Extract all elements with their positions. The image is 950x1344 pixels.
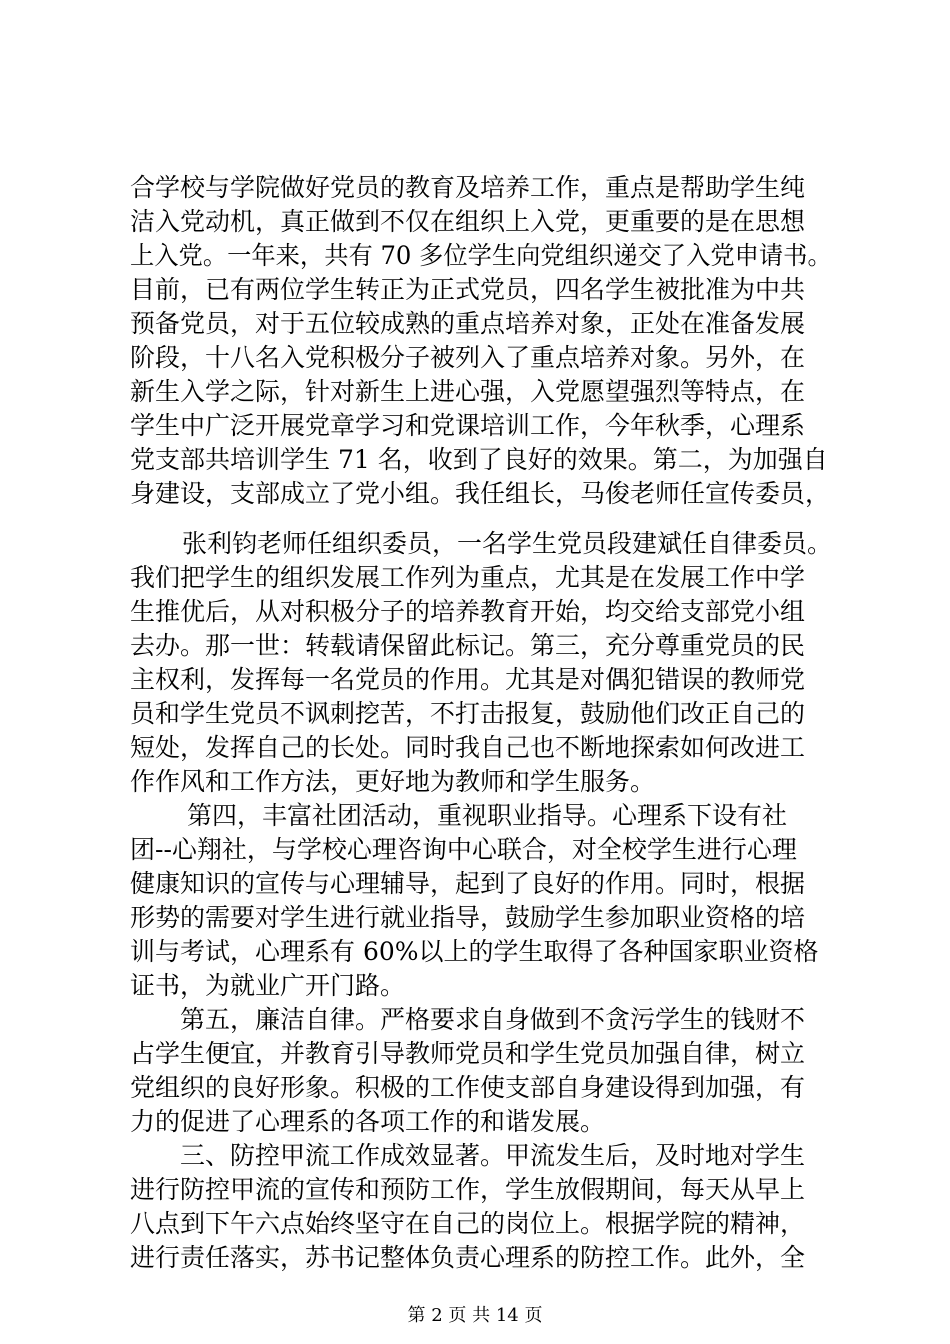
text-line: 合学校与学院做好党员的教育及培养工作，重点是帮助学生纯 [130, 173, 806, 202]
text-line: 生推优后，从对积极分子的培养教育开始，均交给支部党小组 [130, 597, 806, 626]
text-line: 第五，廉洁自律。严格要求自身做到不贪污学生的钱财不 [180, 1005, 806, 1034]
text-line: 形势的需要对学生进行就业指导，鼓励学生参加职业资格的培 [130, 903, 806, 932]
text-line: 作作风和工作方法，更好地为教师和学生服务。 [130, 767, 656, 796]
text-line: 训与考试，心理系有 60%以上的学生取得了各种国家职业资格 [130, 937, 819, 966]
text-line: 八点到下午六点始终坚守在自己的岗位上。根据学院的精神， [130, 1209, 806, 1238]
text-line: 去办。那一世：转载请保留此标记。第三，充分尊重党员的民 [130, 631, 806, 660]
text-line: 短处，发挥自己的长处。同时我自己也不断地探索如何改进工 [130, 733, 806, 762]
text-line: 学生中广泛开展党章学习和党课培训工作，今年秋季，心理系 [130, 411, 806, 440]
text-line: 占学生便宜，并教育引导教师党员和学生党员加强自律，树立 [130, 1039, 806, 1068]
text-line: 员和学生党员不讽刺挖苦，不打击报复，鼓励他们改正自己的 [130, 699, 806, 728]
text-line: 第四，丰富社团活动，重视职业指导。心理系下设有社 [187, 801, 788, 830]
text-line: 党支部共培训学生 71 名，收到了良好的效果。第二，为加强自 [130, 445, 828, 474]
text-line: 三、防控甲流工作成效显著。甲流发生后，及时地对学生 [180, 1141, 806, 1170]
text-line: 目前，已有两位学生转正为正式党员，四名学生被批准为中共 [130, 275, 806, 304]
text-line: 力的促进了心理系的各项工作的和谐发展。 [130, 1107, 606, 1136]
text-line: 身建设，支部成立了党小组。我任组长，马俊老师任宣传委员， [130, 479, 831, 508]
text-line: 新生入学之际，针对新生上进心强，入党愿望强烈等特点，在 [130, 377, 806, 406]
text-line: 证书，为就业广开门路。 [130, 971, 406, 1000]
text-line: 预备党员，对于五位较成熟的重点培养对象，正处在准备发展 [130, 309, 806, 338]
text-line: 进行防控甲流的宣传和预防工作，学生放假期间，每天从早上 [130, 1175, 806, 1204]
text-line: 洁入党动机，真正做到不仅在组织上入党，更重要的是在思想 [130, 207, 806, 236]
text-line: 阶段，十八名入党积极分子被列入了重点培养对象。另外，在 [130, 343, 806, 372]
text-line: 团--心翔社，与学校心理咨询中心联合，对全校学生进行心理 [130, 835, 797, 864]
text-line: 上入党。一年来，共有 70 多位学生向党组织递交了入党申请书。 [130, 241, 832, 270]
text-line: 我们把学生的组织发展工作列为重点，尤其是在发展工作中学 [130, 563, 806, 592]
text-line: 张利钧老师任组织委员，一名学生党员段建斌任自律委员。 [182, 529, 833, 558]
page-number-footer: 第 2 页 共 14 页 [407, 1305, 543, 1326]
text-line: 主权利，发挥每一名党员的作用。尤其是对偶犯错误的教师党 [130, 665, 806, 694]
text-line: 党组织的良好形象。积极的工作使支部自身建设得到加强，有 [130, 1073, 806, 1102]
text-line: 进行责任落实，苏书记整体负责心理系的防控工作。此外，全 [130, 1243, 806, 1272]
text-line: 健康知识的宣传与心理辅导，起到了良好的作用。同时，根据 [130, 869, 806, 898]
